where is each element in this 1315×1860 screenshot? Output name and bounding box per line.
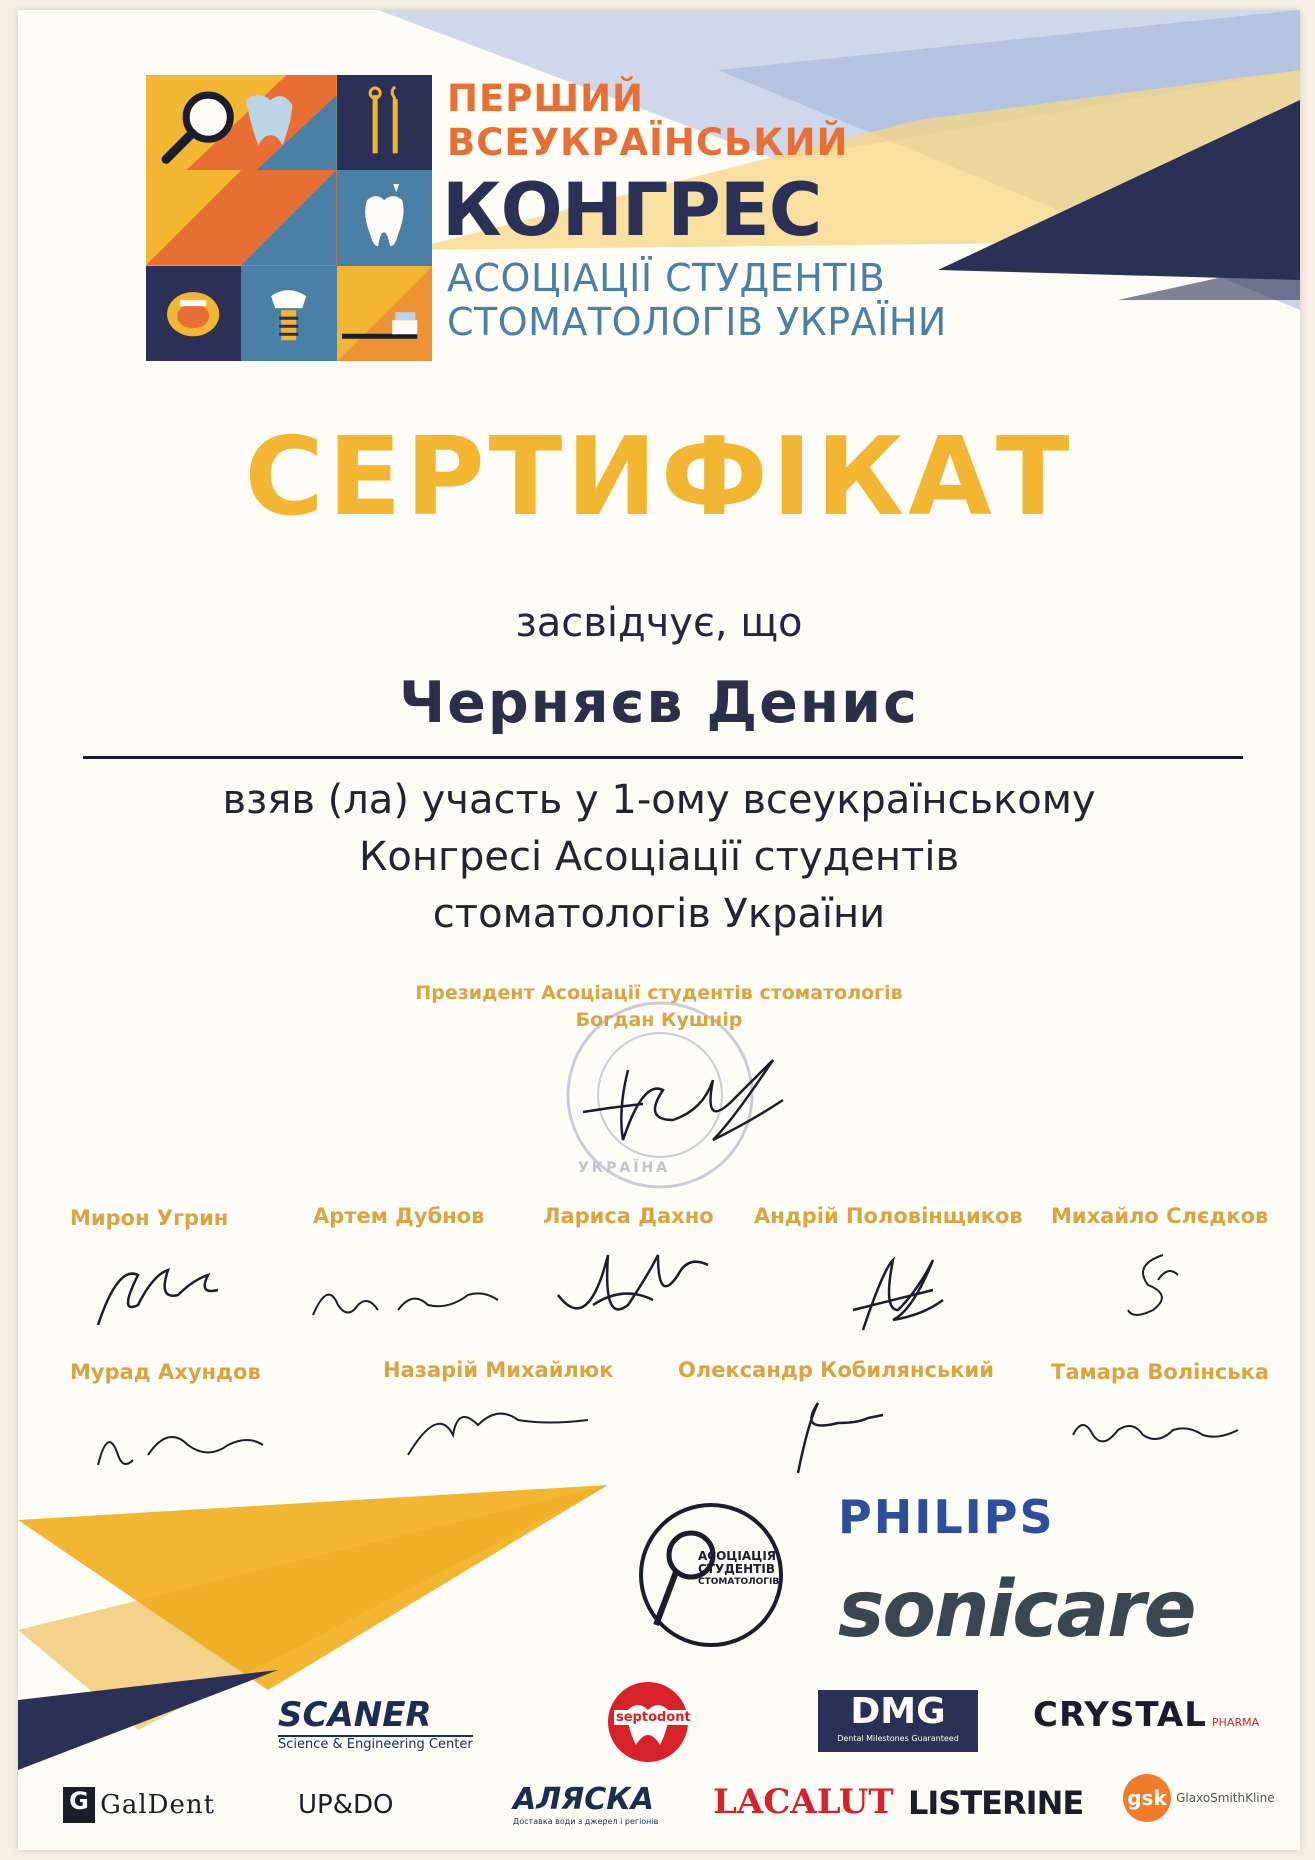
certificate-sheet xyxy=(18,10,1300,1850)
signatory-name: Михайло Слєдков xyxy=(1051,1204,1269,1228)
signature-8 xyxy=(778,1388,898,1478)
header-congress: КОНГРЕС xyxy=(442,168,822,253)
president-signature xyxy=(578,1050,798,1160)
recipient-name: Черняєв Денис xyxy=(399,670,919,736)
signature-7 xyxy=(403,1405,603,1465)
signatory-name: Тамара Волінська xyxy=(1051,1360,1270,1384)
header-line5: СТОМАТОЛОГІВ УКРАЇНИ xyxy=(447,300,947,344)
signature-1 xyxy=(93,1250,233,1335)
crystal-subtitle: PHARMA xyxy=(1212,1716,1260,1729)
association-logo-line: АСОЦІАЦІЯ xyxy=(698,1549,777,1563)
galdent-icon: G xyxy=(63,1787,95,1823)
crystal-logo xyxy=(1033,1695,1259,1735)
magnifier-tooth-tile xyxy=(146,75,337,170)
header-line1: ПЕРШИЙ xyxy=(447,77,644,120)
signatory-name: Андрій Половінщиков xyxy=(754,1204,1023,1228)
signatory-name: Артем Дубнов xyxy=(313,1204,485,1228)
scaner-logo xyxy=(278,1695,473,1752)
septodont-logo: septodont xyxy=(616,1710,691,1725)
galdent-logo xyxy=(63,1787,215,1823)
dmg-logo xyxy=(818,1690,978,1752)
scaner-subtitle: Science & Engineering Center xyxy=(278,1737,473,1752)
signature-3 xyxy=(553,1235,713,1335)
president-block xyxy=(18,980,1300,1034)
updo-logo: UP&DO xyxy=(298,1790,394,1820)
description-line: Конгресі Асоціації студентів xyxy=(358,834,960,880)
gsk-logo xyxy=(1123,1774,1275,1822)
congress-logo xyxy=(146,75,432,361)
dmg-name: DMG xyxy=(850,1691,946,1732)
mouth-tile xyxy=(146,266,241,361)
signatory-name: Лариса Дахно xyxy=(543,1204,714,1228)
signatory-name: Олександр Кобилянський xyxy=(678,1358,994,1382)
tooth-tile xyxy=(337,170,432,265)
header-line4: АСОЦІАЦІЇ СТУДЕНТІВ xyxy=(447,256,886,300)
description-line: взяв (ла) участь у 1-ому всеукраїнському xyxy=(222,777,1096,823)
signatory-name: Мирон Угрин xyxy=(70,1206,229,1230)
toothbrush-tile xyxy=(337,266,432,361)
crystal-name: CRYSTAL xyxy=(1033,1695,1207,1735)
listerine-logo: LISTERINE xyxy=(908,1784,1084,1822)
alyaska-logo xyxy=(513,1782,658,1826)
certifies-text: засвідчує, що xyxy=(515,600,803,646)
signature-2 xyxy=(308,1270,508,1330)
certificate-title: СЕРТИФІКАТ xyxy=(244,415,1074,540)
signature-6 xyxy=(88,1415,268,1475)
lacalut-logo: LACALUT xyxy=(713,1782,894,1822)
orange-tile xyxy=(146,170,241,265)
philips-logo: PHILIPS xyxy=(838,1490,1055,1544)
sonicare-logo: sonicare xyxy=(838,1565,1195,1655)
galdent-name: GalDent xyxy=(100,1790,216,1820)
scaner-name: SCANER xyxy=(278,1695,432,1735)
header-line2: ВСЕУКРАЇНСЬКИЙ xyxy=(447,121,849,164)
gradient-tile xyxy=(241,170,336,265)
alyaska-name: АЛЯСКА xyxy=(513,1782,654,1817)
implant-tile xyxy=(241,266,336,361)
signatory-name: Назарій Михайлюк xyxy=(383,1358,614,1382)
association-logo-line: СТОМАТОЛОГІВ xyxy=(698,1577,780,1587)
president-name: Богдан Кушнір xyxy=(575,1009,743,1031)
president-title: Президент Асоціації студентів стоматологів xyxy=(415,982,903,1004)
gsk-icon: gsk xyxy=(1123,1774,1171,1822)
alyaska-subtitle: Доставка води з джерел і регіонів xyxy=(513,1817,659,1826)
signatory-name: Мурад Ахундов xyxy=(70,1360,261,1384)
dmg-subtitle: Dental Milestones Guaranteed xyxy=(837,1734,959,1743)
signature-4 xyxy=(843,1240,953,1340)
association-logo-line: СТУДЕНТІВ xyxy=(698,1562,775,1576)
dental-tools-tile xyxy=(337,75,432,170)
signature-9 xyxy=(1068,1405,1248,1455)
gsk-name: GlaxoSmithKline xyxy=(1176,1791,1275,1805)
association-logo-text xyxy=(698,1550,779,1589)
description-line: стоматологів України xyxy=(432,891,886,937)
seal-text: УКРАЇНА xyxy=(578,1160,671,1176)
name-underline xyxy=(83,756,1243,759)
signature-5 xyxy=(1118,1240,1198,1330)
description xyxy=(18,772,1300,943)
